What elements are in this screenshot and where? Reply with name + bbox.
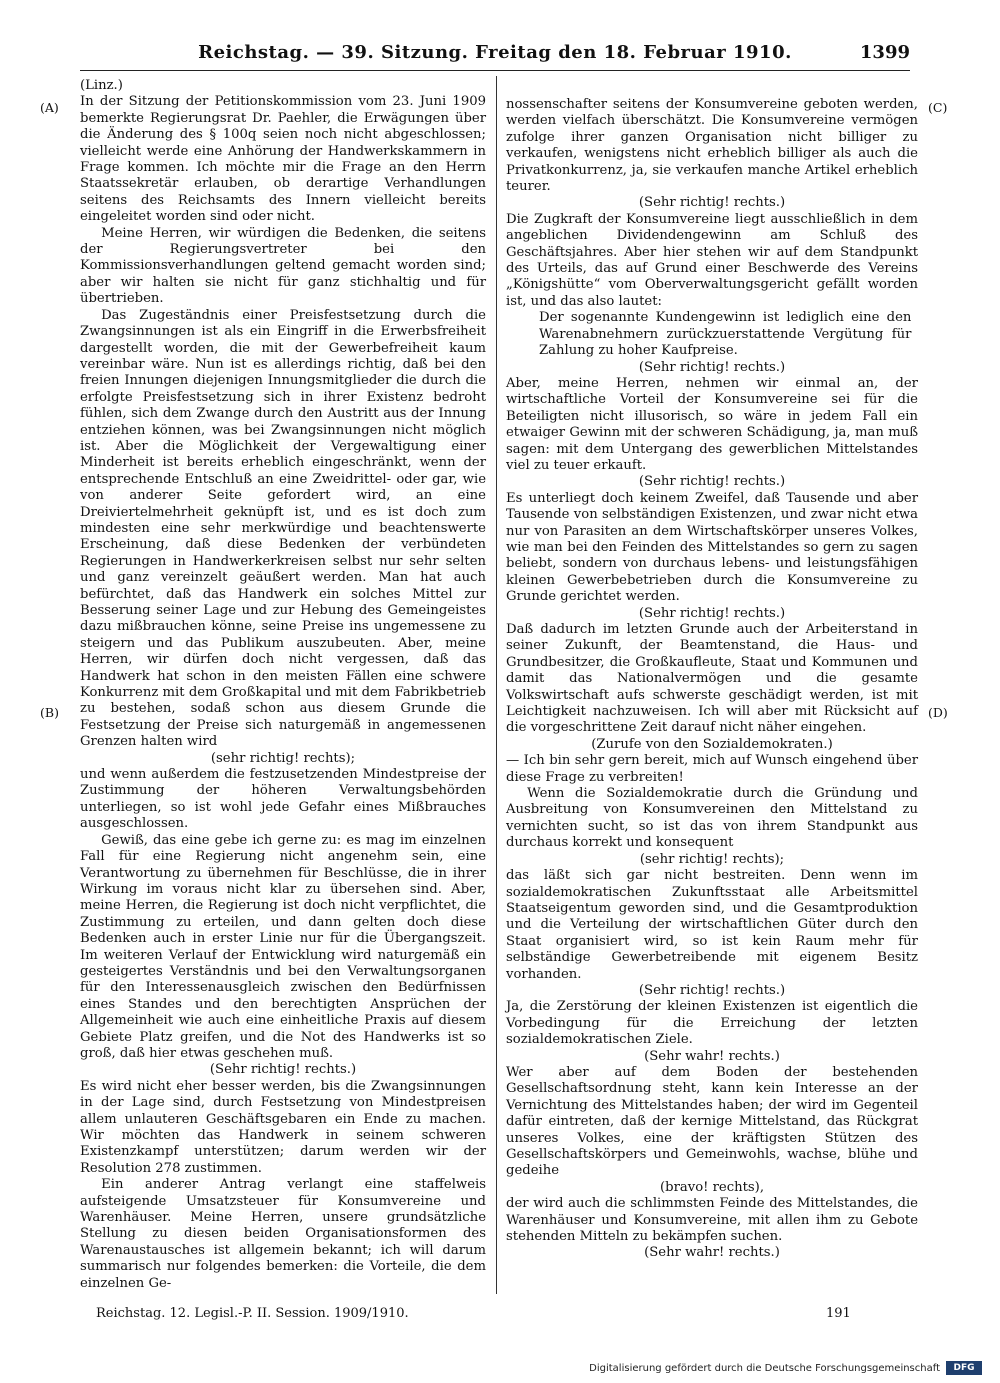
interjection: (Sehr richtig! rechts.) — [638, 195, 786, 211]
paragraph: Es unterliegt doch keinem Zweifel, daß Tausende und aber Tausende von selbständigen Existenzen, und zwar nicht etwa nur von Parasiten an dem Wirtschaftskörper unseres Volkes, wie man bei den Feinden des Mittelstandes so gern zu sagen beliebt, sondern von durchaus lebens- und leistungsfähigen kleinen Gewerbebetrieben durch die Konsumvereine zu Grunde gerichtet werden. — [506, 490, 918, 605]
margin-mark-d: (D) — [928, 705, 948, 720]
speaker-label: (Linz.) — [80, 78, 123, 93]
paragraph: Die Zugkraft der Konsumvereine liegt ausschließlich in dem angeblichen Dividendengewinn am Schluß des Geschäftsjahres. Aber hier stehen wir auf dem Standpunkt des Urteils, das auf Grund einer Beschwerde des Vereins „Königshütte“ vom Oberverwaltungsgericht gefällt worden ist, und das also lautet: — [506, 211, 918, 309]
interjection: (Zurufe von den Sozialdemokraten.) — [591, 736, 833, 752]
paragraph: das läßt sich gar nicht bestreiten. Denn wenn im sozialdemokratischen Zukunftsstaat alle Arbeitsmittel Staatseigentum geworden sind, und die Gesamtproduktion und die Verteilung der wirtschaftlichen Güter durch den Staat organisiert wird, so ist kein Raum mehr für selbständige Gewerbetreibende mit eigenem Besitz vorhanden. — [506, 868, 918, 982]
interjection: (Sehr richtig! rechts.) — [638, 474, 786, 490]
paragraph: — Ich bin sehr gern bereit, mich auf Wunsch eingehend über diese Frage zu verbreiten! — [506, 753, 918, 785]
interjection: (bravo! rechts), — [659, 1179, 765, 1195]
paragraph: Gewiß, das eine gebe ich gerne zu: es mag im einzelnen Fall für eine Regierung nicht angenehm sein, eine Verantwortung zu übernehmen für Beschlüsse, die in ihrer Wirkung im voraus nicht klar zu übersehen sind. Aber, meine Herren, die Regierung ist doch nicht verpflichtet, die Zustimmung zu erteilen, und dann gelten doch diese Bedenken auch in erster Linie nur für die Übergangszeit. Im weiteren Verlauf der Entwicklung wird naturgemäß ein gesteigertes Verständnis und bei den Verwaltungsorganen für den Interessenausgleich zwischen den Bedürfnissen eines Standes und den berechtigten Ansprüchen der Allgemeinheit wie auch eine einheitliche Praxis auf diesem Gebiete Platz greifen, und die Not des Handwerks ist so groß, daß hier etwas geschehen muß. — [80, 832, 486, 1061]
paragraph: Ein anderer Antrag verlangt eine staffelweis aufsteigende Umsatzsteuer für Konsumvereine und Warenhäuser. Meine Herren, unsere grundsätzliche Stellung zu diesen beiden Organisationsformen des Warenaustausches ist allgemein bekannt; ich will darum summarisch nur folgendes bemerken: die Vorteile, die dem einzelnen Ge- — [80, 1177, 486, 1291]
margin-mark-b: (B) — [40, 705, 59, 720]
digitization-note: Digitalisierung gefördert durch die Deutsche Forschungsgemeinschaft — [589, 1363, 940, 1374]
interjection: (sehr richtig! rechts); — [210, 750, 356, 766]
paragraph: nossenschafter seitens der Konsumvereine geboten werden, werden vielfach überschätzt. Die Konsumvereine vermögen zufolge ihrer ganzen Organisation nicht billiger zu verkaufen, wenigstens nicht erheblich billiger als auch die Privatkonkurrenz, ja, sie verkaufen manche Artikel erheblich teurer. — [506, 97, 918, 195]
paragraph: Das Zugeständnis einer Preisfestsetzung durch die Zwangsinnungen ist als ein Eingriff in die Erwerbsfreiheit dargestellt worden, die mit der Gewerbefreiheit kaum vereinbar wäre. Nun ist es allerdings richtig, daß bei den freien Innungen diejenigen Innungsmitglieder die durch die erfolgte Preisfestsetzung sich in ihrer Existenz bedroht fühlen, sich dem Zwange durch den Austritt aus der Innung entziehen können, was bei Zwangsinnungen nicht möglich ist. Aber die Möglichkeit der Vergewaltigung einer Minderheit ist bereits erheblich eingeschränkt, wenn der entsprechende Entschluß an eine Zweidrittel- oder gar, wie von anderer Seite gefordert wird, an eine Dreiviertelmehrheit geknüpft ist, und es ist doch zum mindesten eine sehr merkwürdige und beachtenswerte Erscheinung, daß diese Bedenken der verbündeten Regierungen in Handwerkerkreisen selbst nur sehr selten und ganz vereinzelt geäußert werden. Man hat auch befürchtet, daß das Handwerk ein solches Mittel zur Besserung seiner Lage und zur Hebung des Gemeingeistes dazu mißbrauchen könne, seine Preise ins ungemessene zu steigern und das Publikum auszubeuten. Aber, meine Herren, wir dürfen doch nicht vergessen, daß das Handwerk hat schon in den meisten Fällen eine schwere Konkurrenz mit dem Großkapital und mit dem Fabrikbetrieb zu bestehen, sodaß schon aus diesem Grunde die Festsetzung der Preise sich naturgemäß in angemessenen Grenzen halten wird — [80, 307, 486, 750]
interjection: (Sehr richtig! rechts.) — [638, 605, 786, 621]
footer-session-info: Reichstag. 12. Legisl.-P. II. Session. 1909/1910. — [96, 1306, 409, 1321]
paragraph: Ja, die Zerstörung der kleinen Existenzen ist eigentlich die Vorbedingung für die Erreichung der letzten sozialdemokratischen Ziele. — [506, 999, 918, 1048]
paragraph: Meine Herren, wir würdigen die Bedenken, die seitens der Regierungsvertreter bei den Kommissionsverhandlungen geltend gemacht worden sind; aber wir halten sie nicht für ganz stichhaltig und für übertrieben. — [80, 225, 486, 307]
right-column — [506, 97, 918, 1262]
interjection: (Sehr richtig! rechts.) — [638, 359, 786, 375]
page-header — [80, 42, 910, 68]
interjection: (Sehr wahr! rechts.) — [644, 1245, 780, 1261]
margin-mark-a: (A) — [40, 100, 59, 115]
paragraph: der wird auch die schlimmsten Feinde des Mittelstandes, die Warenhäuser und Konsumvereine, mit allen ihm zu Gebote stehenden Mitteln zu bekämpfen suchen. — [506, 1196, 918, 1245]
quotation: Der sogenannte Kundengewinn ist lediglich eine den Warenabnehmern zurückzuerstattende Vergütung für Zahlung zu hoher Kaufpreise. — [539, 310, 912, 359]
header-rule — [80, 70, 910, 71]
paragraph: Es wird nicht eher besser werden, bis die Zwangsinnungen in der Lage sind, durch Festsetzung von Mindestpreisen allem unlauteren Geschäftsgebaren ein Ende zu machen. Wir möchten das Handwerk in seinem schweren Existenzkampf unterstützen; darum werden wir der Resolution 278 zustimmen. — [80, 1078, 486, 1176]
interjection: (Sehr wahr! rechts.) — [644, 1048, 780, 1064]
page-title: Reichstag. — 39. Sitzung. Freitag den 18. Februar 1910. — [198, 42, 792, 63]
interjection: (sehr richtig! rechts); — [639, 851, 785, 867]
left-column — [80, 78, 486, 1292]
paragraph: In der Sitzung der Petitionskommission vom 23. Juni 1909 bemerkte Regierungsrat Dr. Paehler, die Erwägungen über die Änderung des § 100q seien noch nicht abgeschlossen; vielleicht werde eine Anhörung der Handwerkskammern in Frage kommen. Ich möchte mir die Frage an den Herrn Staatssekretär erlauben, ob derartige Verhandlungen seitens des Reichsamts des Innern vielleicht bereits eingeleitet worden sind oder nicht. — [80, 94, 486, 225]
interjection: (Sehr richtig! rechts.) — [638, 982, 786, 998]
margin-mark-c: (C) — [928, 100, 948, 115]
paragraph: Aber, meine Herren, nehmen wir einmal an, der wirtschaftliche Vorteil der Konsumvereine sei für die Beteiligten nicht illusorisch, so wäre in jedem Fall ein etwaiger Gewinn mit der schweren Schädigung, ja, man muß sagen: mit dem Untergang des gewerblichen Mittelstandes viel zu teuer erkauft. — [506, 375, 918, 473]
dfg-logo: DFG — [946, 1361, 982, 1375]
paragraph: und wenn außerdem die festzusetzenden Mindestpreise der Zustimmung der höheren Verwaltungsbehörden unterliegen, so ist wohl jede Gefahr eines Mißbrauches ausgeschlossen. — [80, 767, 486, 832]
page-number: 1399 — [859, 42, 910, 63]
paragraph: Wenn die Sozialdemokratie durch die Gründung und Ausbreitung von Konsumvereinen den Mittelstand zu vernichten sucht, so ist das von ihrem Standpunkt aus durchaus korrekt und konsequent — [506, 786, 918, 851]
paragraph: Wer aber auf dem Boden der bestehenden Gesellschaftsordnung steht, kann kein Interesse an der Vernichtung des Mittelstandes haben; der wird im Gegenteil dafür eintreten, daß der kernige Mittelstand, das Rückgrat unseres Volkes, eine der kräftigsten Stützen des Gesellschaftskörpers und Gemeinwohls, wachse, blühe und gedeihe — [506, 1064, 918, 1179]
interjection: (Sehr richtig! rechts.) — [209, 1062, 357, 1078]
column-divider — [496, 76, 497, 1294]
footer-signature-number: 191 — [826, 1306, 851, 1321]
paragraph: Daß dadurch im letzten Grunde auch der Arbeiterstand in seiner Zukunft, der Beamtenstand, die Haus- und Grundbesitzer, die Großkaufleute, Staat und Kommunen und damit das Nationalvermögen und die gesamte Volkswirtschaft aufs schwerste geschädigt werden, ist mit Leichtigkeit nachzuweisen. Ich will aber mit Rücksicht auf die vorgeschrittene Zeit darauf nicht näher eingehen. — [506, 622, 918, 736]
